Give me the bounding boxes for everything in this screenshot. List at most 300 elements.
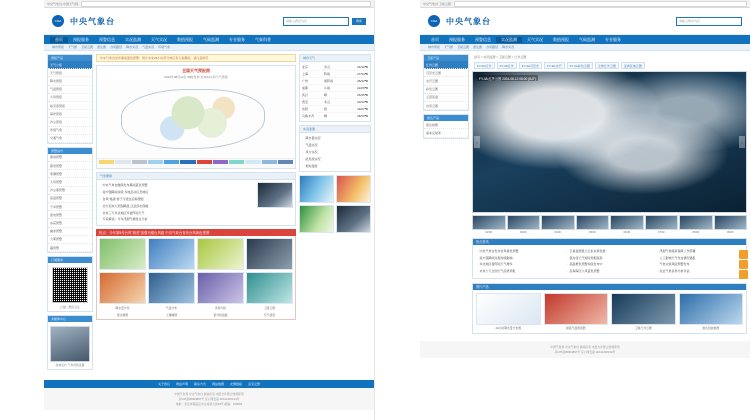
subnav-item-6[interactable]: 气温实况 [142, 45, 155, 49]
panel-subscribe [47, 256, 93, 312]
legend-swatch-4 [164, 160, 179, 164]
news-item-0[interactable]: · 中央气象台继续发布暴雨蓝色预警 [99, 182, 255, 189]
panel-title-warnings: 预警信号 [48, 148, 92, 154]
gallery-caption: 雷达回波拼图 [702, 325, 720, 330]
nav-item-forecast[interactable]: 预报服务 [449, 36, 465, 42]
frame-time: 08:00 [692, 230, 699, 234]
city-weather: 晴 [324, 93, 328, 97]
news-body [97, 180, 295, 225]
satellite-image-viewer[interactable] [472, 71, 747, 213]
sat-item-4[interactable]: 云顶亮温 [424, 94, 468, 102]
right-sidebar-left-page [299, 54, 371, 373]
copyright-line-2: 地址：北京市海淀区中关村南大街46号 邮编：100081 [175, 402, 243, 407]
city-temp: 27/34℃ [357, 72, 368, 76]
city-row[interactable] [302, 113, 368, 119]
frame-item[interactable] [472, 215, 506, 234]
nav-item-numerical[interactable]: 数值预报 [177, 36, 193, 42]
breadcrumb: 首页 > 实况监测 > 卫星云图 > 红外云图 [474, 55, 527, 59]
news-item[interactable]: · 南方强降雨过程持续影响 [476, 254, 563, 261]
hot-caption-0: 降水量分布 [115, 305, 130, 310]
nav-item-climate[interactable]: 气候监测 [203, 36, 219, 42]
hot-caption-3: 卫星云图 [263, 305, 276, 310]
subnav-item-5[interactable]: 降水实况 [502, 45, 515, 49]
news-item[interactable]: · 农业气象条件分析评估 [656, 268, 743, 275]
address-bar-left[interactable] [81, 1, 371, 7]
news-list[interactable] [99, 182, 255, 223]
frame-timeline[interactable] [472, 215, 747, 234]
chip-5[interactable]: 全球红外云图 [595, 62, 619, 69]
footer-link-3[interactable]: 网站地图 [212, 382, 225, 387]
copyright-line-0: 中国气象局 中央气象台 版权所有 未经允许禁止转载使用 [174, 392, 244, 397]
obs-item-2[interactable]: · 风力实况 [302, 149, 368, 156]
city-temp: 26/33℃ [357, 79, 368, 83]
frame-time: 05:00 [589, 230, 596, 234]
frame-item[interactable] [645, 215, 679, 234]
gallery-item[interactable] [544, 293, 609, 330]
feedback-icon[interactable] [739, 270, 748, 279]
subnav-item-0[interactable]: 城市预报 [428, 45, 441, 49]
frame-item[interactable] [679, 215, 713, 234]
site-header-right [420, 8, 750, 35]
subnav-item-0[interactable]: 城市预报 [52, 45, 65, 49]
city-row[interactable] [302, 99, 368, 106]
city-temp: 23/33℃ [357, 100, 368, 104]
hot-caption-1: 气温分布 [165, 305, 178, 310]
frame-thumb[interactable] [610, 215, 644, 230]
nav-item-observation[interactable]: 实况监测 [496, 37, 522, 43]
legend-swatch-1 [115, 160, 130, 164]
warning-signal-list[interactable] [48, 154, 92, 252]
site-title: 中央气象台 [446, 16, 491, 26]
sub-nav-left[interactable] [44, 44, 374, 51]
panel-title-observation: 实况监测 [300, 126, 370, 133]
sidebar-item-6[interactable]: 海洋预报 [48, 110, 92, 118]
header-tools-right [676, 17, 742, 26]
sidebar-item-3[interactable]: 气温预报 [48, 86, 92, 94]
warn-item-6[interactable]: 干旱预警 [48, 203, 92, 211]
news-column[interactable] [566, 248, 653, 275]
forecast-product-list[interactable] [48, 61, 92, 143]
panel-news [96, 172, 296, 226]
city-name: 上海 [302, 72, 309, 76]
legend-swatch-5 [180, 160, 195, 164]
city-weather: 多云 [324, 65, 331, 69]
warn-item-1[interactable]: 暴雪预警 [48, 162, 92, 170]
footer-link-0[interactable]: 关于我们 [157, 382, 170, 387]
next-frame-button[interactable]: › [739, 136, 745, 148]
nav-item-warnings[interactable]: 预警信息 [475, 36, 491, 42]
city-temp: 26/35℃ [357, 93, 368, 97]
sidebar-item-5[interactable]: 能见度预报 [48, 102, 92, 110]
news-item[interactable]: · 未来十天全国天气趋势预报 [476, 268, 563, 275]
gallery-item[interactable] [679, 293, 744, 330]
satellite-image-label: FY-4A 红外云图 2024-08-12 08:00 (BJT) [479, 76, 536, 81]
frame-thumb[interactable] [679, 215, 713, 230]
panel-warning-signals [47, 147, 93, 253]
floating-tool-rail[interactable] [739, 250, 748, 280]
cma-logo-icon: CMA [52, 15, 64, 27]
subnav-item-5[interactable]: 降水实况 [126, 45, 139, 49]
warn-item-2[interactable]: 寒潮预警 [48, 170, 92, 178]
footer-copyright-left [44, 388, 374, 410]
gallery-grid [473, 290, 746, 333]
qr-code-icon [52, 267, 88, 303]
panel-title-news: 气象要闻 [97, 173, 295, 180]
city-name: 成都 [302, 86, 309, 90]
copyright-line-1: 京ICP备05004897号 京公网安备 11041400134号 [178, 397, 240, 402]
nav-item-warnings[interactable]: 预警信息 [99, 36, 115, 42]
map-legend [97, 158, 295, 168]
frame-item[interactable] [541, 215, 575, 234]
qr-caption: 扫描二维码关注 [60, 305, 80, 310]
hot-tile-7[interactable] [246, 272, 293, 304]
panel-title-multimedia: 多媒体中心 [48, 316, 92, 322]
legend-swatch-11 [278, 160, 293, 164]
nav-item-professional[interactable]: 专业服务 [229, 36, 245, 42]
subnav-item-1[interactable]: 天气图 [444, 45, 454, 49]
footer-copyright-right [420, 341, 750, 358]
news-item-4[interactable]: · 未来三天华北地区多雷阵雨天气 [99, 209, 255, 216]
city-temp: 22/29℃ [357, 86, 368, 90]
main-content-left [96, 54, 296, 373]
frame-time: 04:00 [554, 230, 561, 234]
warn-item-4[interactable]: 沙尘暴预警 [48, 187, 92, 195]
subnav-item-3[interactable]: 雷达图 [473, 45, 483, 49]
footer-link-4[interactable]: 友情链接 [230, 382, 243, 387]
back-to-top-icon[interactable] [739, 250, 748, 259]
panel-title-radar: 雷达产品 [424, 115, 468, 121]
subnav-item-2[interactable]: 卫星云图 [457, 45, 470, 49]
news-item-1[interactable]: · 南方强降雨持续 多地启动应急响应 [99, 189, 255, 196]
warn-item-9[interactable]: 霜冻预警 [48, 228, 92, 236]
panel-title-forecast: 预报产品 [48, 55, 92, 61]
chip-4[interactable]: FY-4A彩色云图 [567, 62, 593, 69]
footer-link-1[interactable]: 网站声明 [175, 382, 188, 387]
subscribe-body [48, 263, 92, 311]
warn-item-11[interactable]: 霾预警 [48, 244, 92, 252]
obs-item-4[interactable]: · 相对湿度 [302, 162, 368, 169]
chip-1[interactable]: FY-4A红外 [497, 62, 517, 69]
city-row[interactable] [302, 64, 368, 71]
city-name: 西安 [302, 100, 309, 104]
frame-thumb[interactable] [507, 215, 541, 230]
observation-thumbs [299, 175, 371, 203]
city-temp: 19/27℃ [357, 107, 368, 111]
chip-0[interactable]: FY-2G红外 [474, 62, 495, 69]
news-item[interactable]: · 高温橙色预警持续发布中 [566, 261, 653, 268]
left-sidebar [47, 54, 93, 373]
hot-topic-banner[interactable]: 热点：今年第5号台风"格美"加强为强台风级 中央气象台发布台风黄色预警 [96, 229, 296, 236]
frame-thumb[interactable] [576, 215, 610, 230]
nav-item-numerical[interactable]: 数值预报 [553, 36, 569, 42]
main-nav-right[interactable] [420, 35, 750, 44]
hot-tile-0[interactable] [99, 238, 146, 270]
nav-item-science[interactable]: 气象科普 [255, 36, 271, 42]
national-forecast-map-card [96, 65, 296, 169]
map-title: 全国天气预报图 [182, 68, 210, 73]
city-temp: 18/30℃ [357, 114, 368, 118]
thumb-temperature[interactable] [336, 175, 371, 203]
news-item[interactable]: · 人工影响天气作业情况通报 [656, 254, 743, 261]
frame-time: 09:00 [727, 230, 734, 234]
subnav-item-1[interactable]: 天气图 [68, 45, 78, 49]
subnav-item-4[interactable]: 台风路径 [486, 45, 499, 49]
chip-3[interactable]: FY-2G水汽 [544, 62, 565, 69]
nav-item-live[interactable]: 天气实况 [151, 36, 167, 42]
thumb-rainfall[interactable] [299, 175, 334, 203]
warn-item-3[interactable]: 大风预警 [48, 178, 92, 186]
city-name: 武汉 [302, 93, 309, 97]
hot-caption-4: 雷达拼图 [116, 312, 129, 317]
frame-item[interactable] [507, 215, 541, 234]
panel-title-city: 城市天气 [300, 55, 370, 62]
search-input[interactable]: 请输入搜索内容 [676, 17, 742, 26]
news-item[interactable]: · 华北地区雷阵雨天气增多 [476, 261, 563, 268]
city-name: 乌鲁木齐 [302, 114, 315, 118]
sidebar-item-1[interactable]: 天气预报 [48, 69, 92, 77]
city-weather: 阵雨 [324, 72, 331, 76]
chip-2[interactable]: FY-4A可见光 [519, 62, 542, 69]
nav-item-home[interactable]: 首页 [431, 36, 439, 42]
warn-item-0[interactable]: 暴雨预警 [48, 154, 92, 162]
sidebar-item-4[interactable]: 大风预报 [48, 94, 92, 102]
news-item[interactable]: · 卫星监测显示云系东移发展 [566, 248, 653, 255]
frame-time: 02:00 [485, 230, 492, 234]
prev-frame-button[interactable]: ‹ [474, 136, 480, 148]
hot-topic-body [96, 236, 296, 320]
hot-tile-5[interactable] [148, 272, 195, 304]
chip-6[interactable]: 亚洲区域云图 [621, 62, 645, 69]
city-row[interactable] [302, 106, 368, 113]
subnav-item-3[interactable]: 雷达图 [97, 45, 107, 49]
sat-item-2[interactable]: 水汽云图 [424, 77, 468, 85]
panel-title-hot-news: 热点资讯 [473, 239, 746, 245]
sidebar-item-7[interactable]: 沙尘预报 [48, 118, 92, 126]
address-bar-right[interactable] [454, 1, 747, 7]
city-weather-body [300, 62, 370, 121]
obs-item-1[interactable]: · 气温实况 [302, 142, 368, 149]
map-subtitle: 2024年08月12日 08时发布 未来24小时天气预报 [164, 75, 228, 79]
obs-item-3[interactable]: · 能见度实况 [302, 155, 368, 162]
legend-swatch-2 [132, 160, 147, 164]
legend-swatch-8 [229, 160, 244, 164]
browser-title-right: 中央气象台 卫星云图 [423, 1, 451, 6]
alert-ticker[interactable]: 中央气象台发布暴雨蓝色预警：预计未来24小时部分地区有大到暴雨，请注意防范 [96, 54, 296, 62]
left-sidebar-right-page [423, 54, 469, 334]
sat-item-3[interactable]: 彩色云图 [424, 86, 468, 94]
news-item-2[interactable]: · 台风"格美"将于今夜在沿海登陆 [99, 196, 255, 203]
city-row[interactable] [302, 71, 368, 78]
city-weather: 雷阵雨 [324, 79, 334, 83]
sat-item-5[interactable]: 台风云图 [424, 102, 468, 110]
city-row[interactable] [302, 85, 368, 92]
frame-item[interactable] [714, 215, 748, 234]
panel-title-subscribe: 订阅服务 [48, 257, 92, 263]
hot-news-columns [473, 245, 746, 278]
news-item[interactable]: · 汛期气象服务保障工作部署 [656, 248, 743, 255]
satellite-product-list[interactable] [424, 61, 468, 110]
hot-caption-6: 紫外线指数 [213, 312, 228, 317]
observation-thumbs-2 [299, 205, 371, 233]
frame-time: 03:00 [520, 230, 527, 234]
china-map-image[interactable] [97, 80, 295, 158]
city-weather: 晴 [324, 114, 328, 118]
gallery-caption: 最高气温预报图 [565, 325, 586, 330]
warn-item-7[interactable]: 雷电预警 [48, 211, 92, 219]
sidebar-item-2[interactable]: 降水预报 [48, 77, 92, 85]
sub-nav-right[interactable] [420, 44, 750, 51]
gallery-item[interactable] [476, 293, 541, 330]
hot-tile-6[interactable] [197, 272, 244, 304]
city-name: 沈阳 [302, 107, 309, 111]
footer-link-2[interactable]: 联系方式 [193, 382, 206, 387]
panel-satellite-products [423, 54, 469, 111]
thumb-vegetation[interactable] [299, 205, 334, 233]
radar-product-list[interactable] [424, 121, 468, 137]
legend-swatch-7 [213, 160, 228, 164]
panel-multimedia [47, 315, 93, 370]
subnav-item-7[interactable]: 环境气象 [158, 45, 171, 49]
frame-thumb[interactable] [714, 215, 748, 230]
hot-caption-5: 土壤墒情 [165, 312, 178, 317]
copyright-line-0: 中国气象局 中央气象台 版权所有 未经允许禁止转载使用 [550, 344, 620, 349]
footer-nav-left[interactable] [44, 380, 374, 388]
news-item[interactable]: · 强对流天气短时预报服务 [566, 254, 653, 261]
browser-toolbar-left [44, 0, 374, 8]
news-column[interactable] [656, 248, 743, 275]
panel-hot-news [472, 238, 747, 279]
news-item[interactable]: · 沿海海区大风蓝色预警 [566, 268, 653, 275]
legend-swatch-10 [262, 160, 277, 164]
hot-tile-3[interactable] [246, 238, 293, 270]
main-content-right [472, 54, 747, 334]
observation-list[interactable] [300, 133, 370, 171]
frame-time: 07:00 [658, 230, 665, 234]
news-item[interactable]: · 中央气象台发布台风黄色预警 [476, 248, 563, 255]
cma-logo-icon: CMA [428, 15, 440, 27]
frame-thumb[interactable] [541, 215, 575, 230]
subnav-item-2[interactable]: 卫星云图 [81, 45, 94, 49]
warn-item-10[interactable]: 大雾预警 [48, 236, 92, 244]
legend-swatch-6 [197, 160, 212, 164]
news-item[interactable]: · 气象灾害风险预警发布 [656, 261, 743, 268]
footer-link-5[interactable]: 意见反馈 [248, 382, 261, 387]
gallery-thumb[interactable] [679, 293, 744, 325]
gallery-item[interactable] [611, 293, 676, 330]
hot-caption-2: 风场分析 [214, 305, 227, 310]
nav-item-forecast[interactable]: 预报服务 [73, 36, 89, 42]
panel-observation [299, 125, 371, 172]
thumb-satellite[interactable] [336, 205, 371, 233]
browser-window-left [44, 0, 375, 420]
copyright-line-1: 京ICP备05004897号 京公网安备 11041400134号 [554, 349, 616, 354]
city-name: 北京 [302, 65, 309, 69]
warn-item-8[interactable]: 冰雹预警 [48, 219, 92, 227]
panel-title-satellite: 卫星产品 [424, 55, 468, 61]
product-chip-bar[interactable] [472, 60, 747, 71]
gallery-thumb[interactable] [476, 293, 541, 325]
frame-time: 06:00 [623, 230, 630, 234]
photo-caption: 权威发布·气象视频直播 [55, 363, 85, 368]
hot-tile-2[interactable] [197, 238, 244, 270]
site-header-left [44, 8, 374, 35]
news-item-5[interactable]: · 专家解读：今年汛期气候特点分析 [99, 216, 255, 223]
hot-tile-captions [99, 305, 293, 317]
nav-item-live[interactable]: 天气实况 [527, 36, 543, 42]
nav-item-professional[interactable]: 专业服务 [605, 36, 621, 42]
panel-title-gallery: 图片产品 [473, 284, 746, 290]
frame-thumb[interactable] [645, 215, 679, 230]
panel-city-weather [299, 54, 371, 122]
legend-swatch-0 [99, 160, 114, 164]
legend-swatch-9 [245, 160, 260, 164]
sat-item-1[interactable]: 可见光云图 [424, 69, 468, 77]
subnav-item-4[interactable]: 台风路径 [110, 45, 123, 49]
sidebar-item-9[interactable]: 交通气象 [48, 135, 92, 143]
hot-tile-4[interactable] [99, 272, 146, 304]
news-item-3[interactable]: · 北方迎来大范围降温 注意添衣保暖 [99, 202, 255, 209]
panel-radar-products [423, 114, 469, 138]
page-body-right [420, 51, 750, 337]
obs-item-0[interactable]: · 降水量实况 [302, 135, 368, 142]
radar-item-1[interactable]: 基本反射率 [424, 129, 468, 137]
gallery-caption: 卫星红外云图 [634, 325, 652, 330]
city-weather: 阴 [324, 107, 328, 111]
video-thumbnail[interactable] [50, 326, 90, 362]
frame-thumb[interactable] [472, 215, 506, 230]
panel-gallery [472, 283, 747, 334]
gallery-caption: 24小时降水量分布图 [495, 325, 521, 330]
gallery-thumb[interactable] [544, 293, 609, 325]
city-temp: 24/32℃ [357, 65, 368, 69]
site-title: 中央气象台 [70, 16, 115, 26]
news-thumbnail[interactable] [257, 182, 293, 208]
header-tools [283, 17, 366, 26]
frame-item[interactable] [610, 215, 644, 234]
frame-item[interactable] [576, 215, 610, 234]
city-name: 广州 [302, 79, 309, 83]
legend-swatch-3 [148, 160, 163, 164]
hot-tile-1[interactable] [148, 238, 195, 270]
browser-title-left: 中央气象台-中国天气网 [47, 1, 78, 6]
warn-item-5[interactable]: 高温预警 [48, 195, 92, 203]
main-nav-left[interactable] [44, 35, 374, 44]
radar-item-0[interactable]: 雷达拼图 [424, 121, 468, 129]
sat-item-0[interactable]: 红外云图 [424, 61, 468, 69]
page-body-left [44, 51, 374, 376]
city-row[interactable] [302, 92, 368, 99]
browser-toolbar-right [420, 0, 750, 8]
hot-tile-grid [99, 238, 293, 304]
hot-caption-7: 空气质量 [263, 312, 276, 317]
city-weather: 多云 [324, 100, 331, 104]
customer-service-icon[interactable] [739, 260, 748, 269]
sidebar-item-8[interactable]: 环境气象 [48, 127, 92, 135]
city-row[interactable] [302, 78, 368, 85]
search-input[interactable]: 请输入搜索内容 [283, 17, 349, 26]
news-column[interactable] [476, 248, 563, 275]
nav-item-climate[interactable]: 气候监测 [579, 36, 595, 42]
browser-window-right [420, 0, 750, 420]
city-weather: 小雨 [324, 86, 331, 90]
nav-item-observation[interactable]: 实况监测 [125, 36, 141, 42]
sidebar-item-0[interactable]: 天气公报 [48, 61, 92, 69]
nav-item-home[interactable]: 首页 [50, 37, 68, 43]
multimedia-body [48, 322, 92, 369]
search-button[interactable]: 搜索 [352, 18, 366, 25]
panel-forecast-products [47, 54, 93, 144]
gallery-thumb[interactable] [611, 293, 676, 325]
